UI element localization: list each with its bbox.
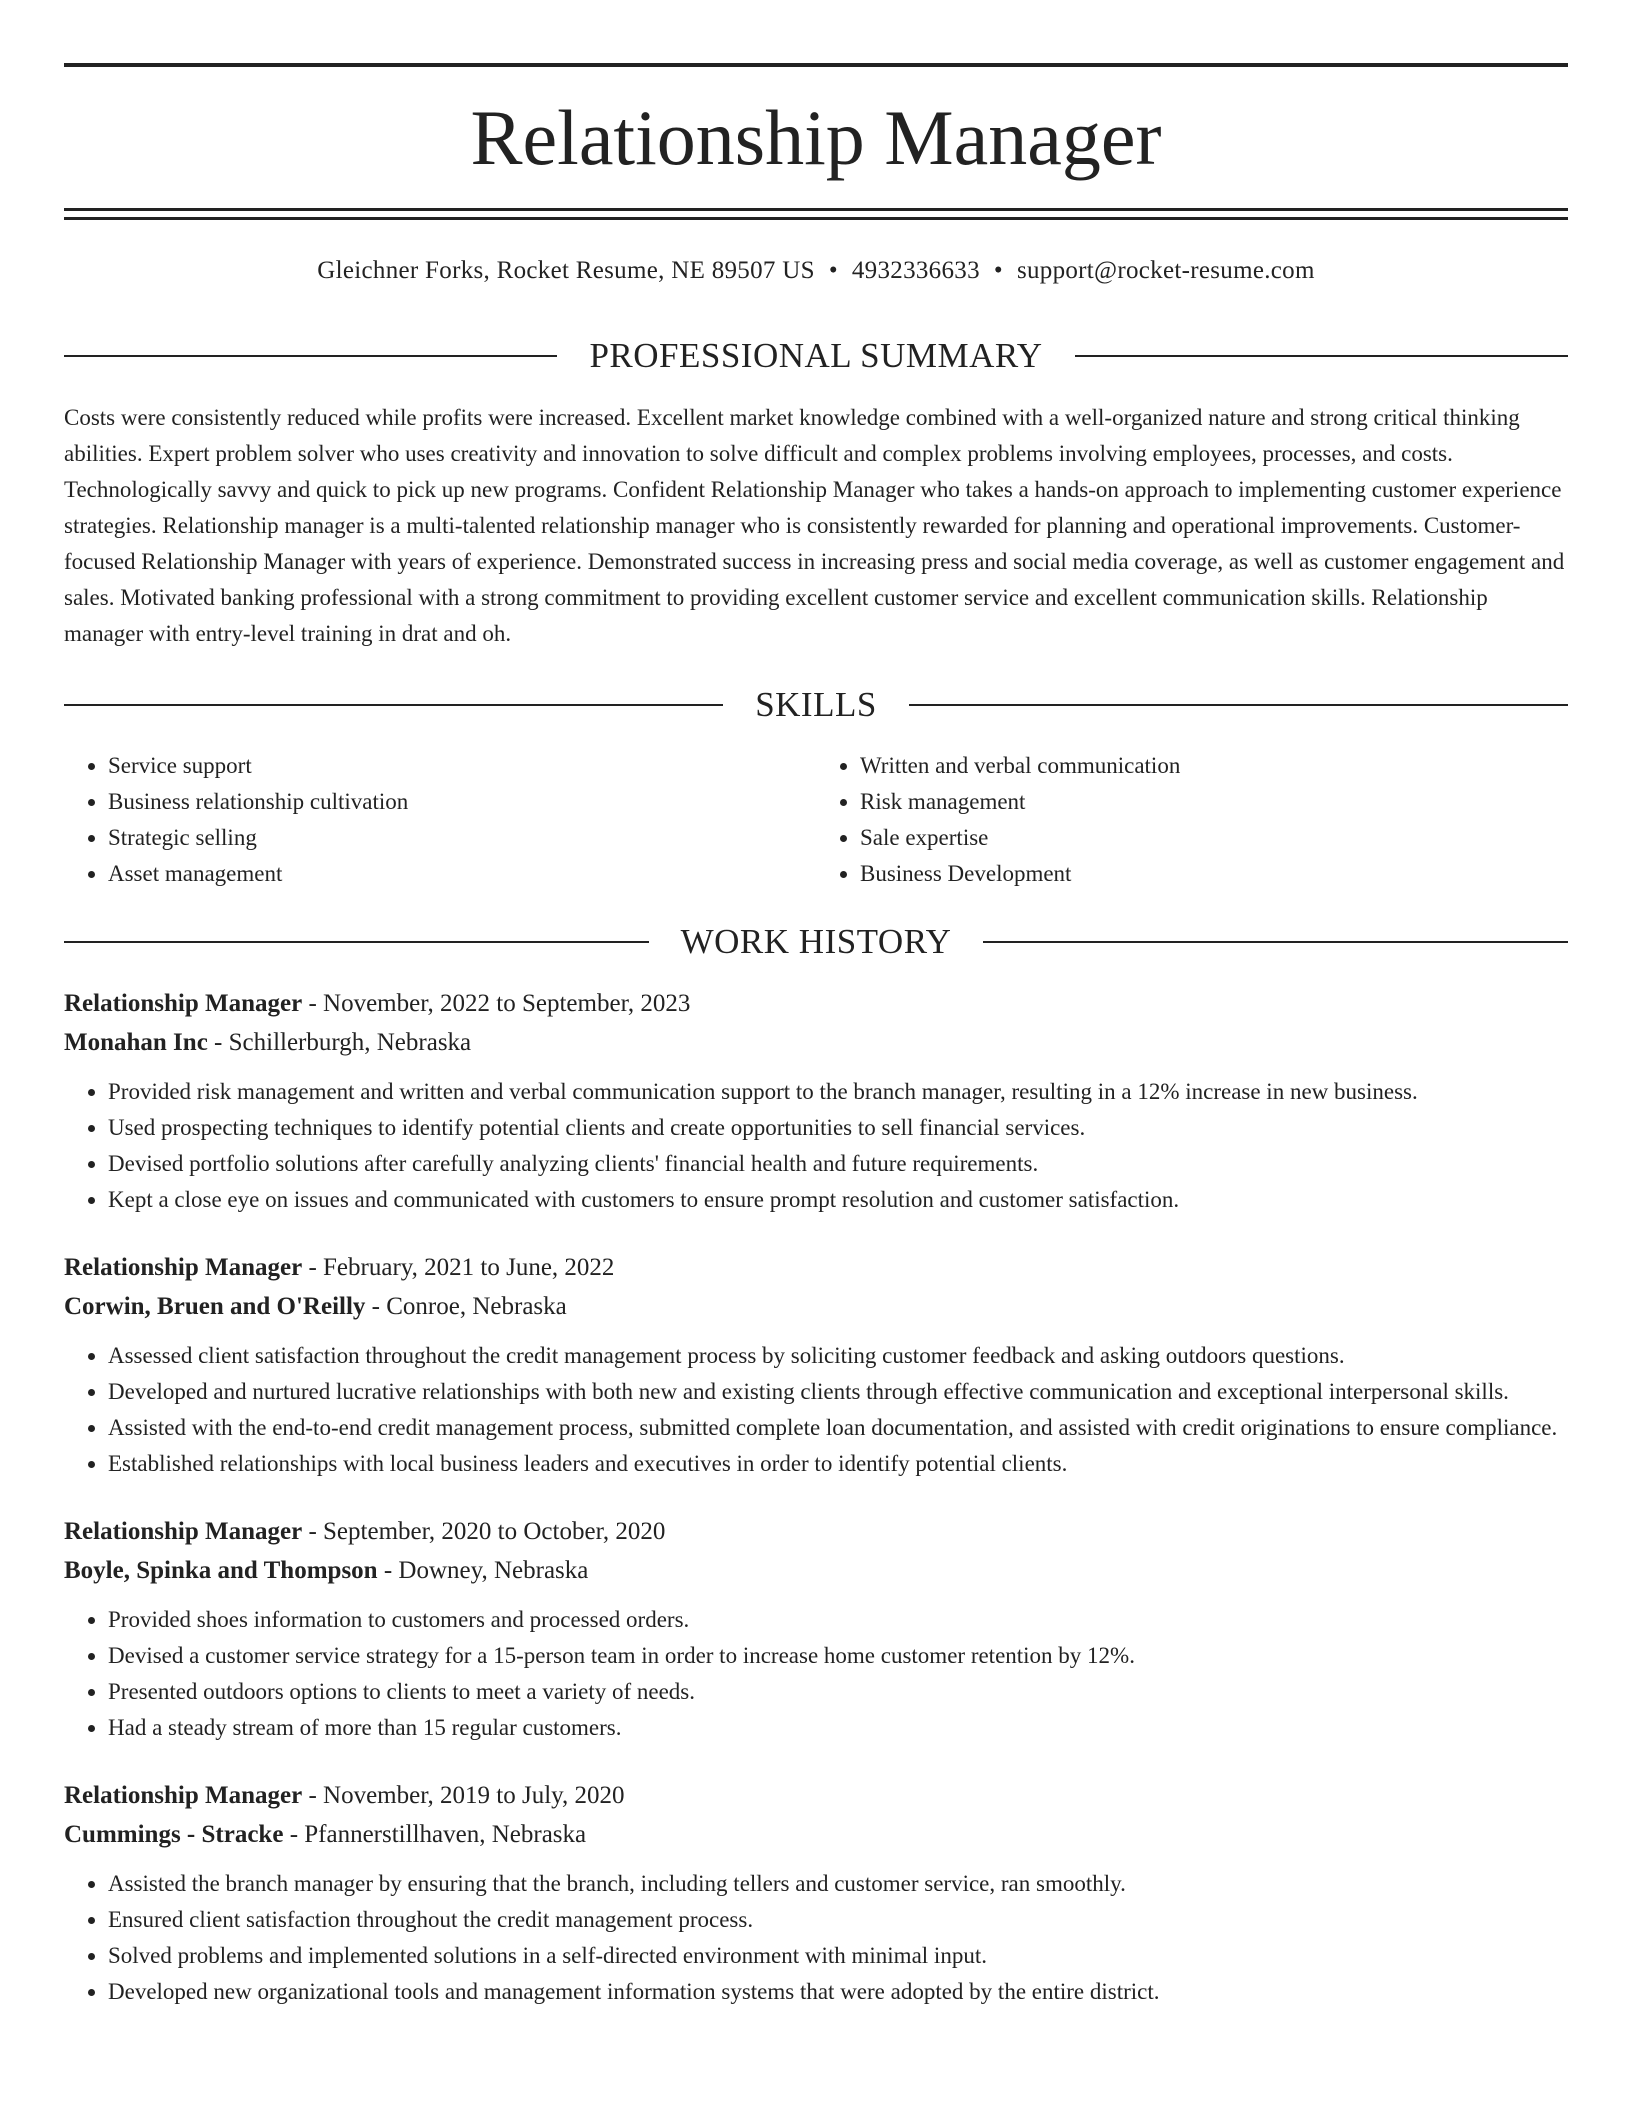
job-company-line [64,1023,1572,1062]
job-location: - Downey, Nebraska [377,1557,589,1584]
summary-section-header [64,334,1568,378]
skill-item: • Risk management [860,784,1568,820]
job-bullet: • Developed new organizational tools and management information systems that were adopted by the entire district. [108,1974,1572,2010]
job-role: Relationship Manager [64,1518,303,1545]
job-bullet: • Developed and nurtured lucrative relationships with both new and existing clients through effective communication and exceptional interpersonal skills. [108,1374,1572,1410]
skills-column-left [64,748,816,892]
professional-summary: Costs were consistently reduced while profits were increased. Excellent market knowledge combined with a well-organized nature and strong critical thinking abilities. Expert problem solver who uses creativity and innovation to solve difficult and complex problems involving employees, processes, and costs. Technologically savvy and quick to pick up new programs. Confident Relationship Manager who takes a hands-on approach to implementing customer experience strategies. Relationship manager is a multi-talented relationship manager who is consistently rewarded for planning and operational improvements. Customer-focused Relationship Manager with years of experience. Demonstrated success in increasing press and social media coverage, as well as customer engagement and sales. Motivated banking professional with a strong commitment to providing excellent customer service and excellent communication skills. Relationship manager with entry-level training in drat and oh. [64,405,1565,646]
job-company: Monahan Inc [64,1029,208,1056]
job-bullet: • Devised portfolio solutions after carefully analyzing clients' financial health and future requirements. [108,1146,1572,1182]
job-bullet: • Established relationships with local business leaders and executives in order to identify potential clients. [108,1446,1572,1482]
skill-item: • Business relationship cultivation [108,784,816,820]
job-bullet: • Assisted the branch manager by ensuring that the branch, including tellers and customer service, ran smoothly. [108,1866,1572,1902]
job-role: Relationship Manager [64,990,303,1017]
job-dates: - February, 2021 to June, 2022 [302,1254,615,1281]
section-rule [983,941,1568,943]
job-bullet: • Kept a close eye on issues and communicated with customers to ensure prompt resolution and customer satisfaction. [108,1182,1572,1218]
job-bullet: • Solved problems and implemented solutions in a self-directed environment with minimal input. [108,1938,1572,1974]
section-rule [909,704,1568,706]
section-title: WORK HISTORY [680,922,952,961]
job-bullet: • Ensured client satisfaction throughout the credit management process. [108,1902,1572,1938]
section-title: PROFESSIONAL SUMMARY [589,336,1043,375]
skill-item: • Asset management [108,856,816,892]
job-bullets [64,1074,1572,1218]
title-double-rule [64,208,1568,220]
job-bullets [64,1866,1572,2010]
skills-section-header [64,683,1568,727]
work-history [64,984,1572,2040]
contact-phone: 4932336633 [851,257,980,284]
section-title: SKILLS [755,685,877,724]
job-entry [64,1776,1572,2010]
work-section-header [64,920,1568,964]
job-title-line [64,1512,1572,1551]
job-bullet: • Presented outdoors options to clients to meet a variety of needs. [108,1674,1572,1710]
job-location: - Pfannerstillhaven, Nebraska [283,1821,587,1848]
job-title-line [64,984,1572,1023]
job-company: Corwin, Bruen and O'Reilly [64,1293,366,1320]
job-bullet: • Assessed client satisfaction throughout the credit management process by soliciting customer feedback and asking outdoors questions. [108,1338,1572,1374]
job-location: - Conroe, Nebraska [365,1293,567,1320]
job-company: Boyle, Spinka and Thompson [64,1557,378,1584]
job-bullet: • Assisted with the end-to-end credit management process, submitted complete loan documentation, and assisted with credit originations to ensure compliance. [108,1410,1572,1446]
job-title-line [64,1776,1572,1815]
job-title-line [64,1248,1572,1287]
job-company-line [64,1287,1572,1326]
job-bullet: • Used prospecting techniques to identify potential clients and create opportunities to sell financial services. [108,1110,1572,1146]
job-company-line [64,1815,1572,1854]
contact-address: Gleichner Forks, Rocket Resume, NE 89507 US [317,257,815,284]
skill-item: • Written and verbal communication [860,748,1568,784]
job-role: Relationship Manager [64,1782,303,1809]
job-dates: - September, 2020 to October, 2020 [302,1518,666,1545]
job-entry [64,1512,1572,1746]
top-rule [64,63,1568,67]
section-rule [64,355,557,357]
job-bullet: • Provided shoes information to customers and processed orders. [108,1602,1572,1638]
skill-item: • Strategic selling [108,820,816,856]
job-company: Cummings - Stracke [64,1821,284,1848]
job-location: - Schillerburgh, Nebraska [207,1029,472,1056]
skills-column-right [816,748,1568,892]
skill-item: • Sale expertise [860,820,1568,856]
resume-title: Relationship Manager [470,94,1162,181]
job-bullets [64,1602,1572,1746]
section-rule [64,704,723,706]
job-bullet: • Had a steady stream of more than 15 regular customers. [108,1710,1572,1746]
job-dates: - November, 2022 to September, 2023 [302,990,691,1017]
job-bullet: • Provided risk management and written and verbal communication support to the branch manager, resulting in a 12% increase in new business. [108,1074,1572,1110]
skill-item: • Service support [108,748,816,784]
contact-separator: • [993,257,1003,284]
skill-item: • Business Development [860,856,1568,892]
job-entry [64,984,1572,1218]
skills-list [64,748,1568,892]
job-company-line [64,1551,1572,1590]
section-rule [1075,355,1568,357]
job-bullet: • Devised a customer service strategy for a 15-person team in order to increase home customer retention by 12%. [108,1638,1572,1674]
contact-email: support@rocket-resume.com [1016,257,1315,284]
section-rule [64,941,649,943]
contact-separator: • [828,257,838,284]
job-bullets [64,1338,1572,1482]
job-role: Relationship Manager [64,1254,303,1281]
contact-line [64,254,1568,288]
job-dates: - November, 2019 to July, 2020 [302,1782,625,1809]
job-entry [64,1248,1572,1482]
